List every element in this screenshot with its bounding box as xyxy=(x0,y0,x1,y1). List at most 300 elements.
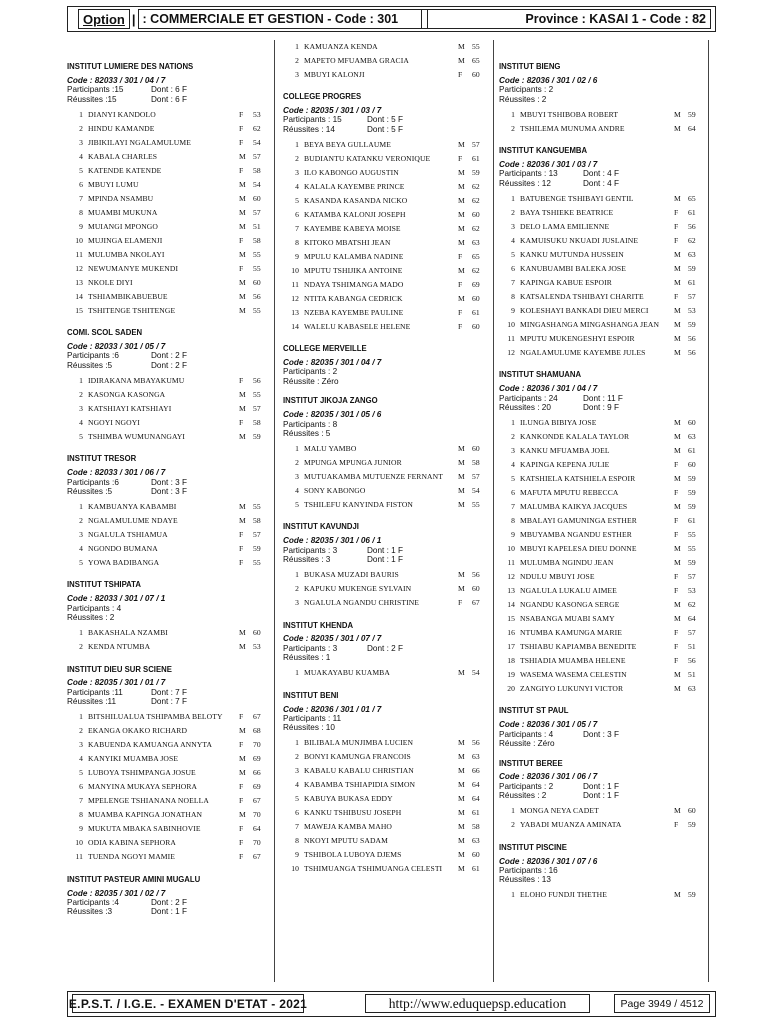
student-name: MULUMBA NGINDU JEAN xyxy=(520,559,614,568)
student-row xyxy=(67,627,267,641)
student-score: 62 xyxy=(688,235,696,245)
stat-label: Participants : 15 xyxy=(283,115,342,125)
student-row xyxy=(283,194,486,208)
student-sex: M xyxy=(674,474,681,484)
school-stats-row xyxy=(499,730,702,739)
student-score: 69 xyxy=(253,754,261,764)
student-score: 59 xyxy=(472,167,480,177)
school-code: Code : 82033 / 301 / 05 / 7 xyxy=(67,342,166,352)
school-stats-row xyxy=(499,85,702,94)
stat-label: Réussites : 20 xyxy=(499,403,551,412)
student-name: MBUYI TSHIBOBA ROBERT xyxy=(520,110,619,119)
page-footer xyxy=(67,991,716,1017)
student-row xyxy=(67,795,267,809)
student-number: 2 xyxy=(79,642,83,652)
school-section xyxy=(499,146,702,360)
student-number: 9 xyxy=(79,221,83,231)
student-name: MUIANGI MPONGO xyxy=(88,222,158,231)
footer-url-link[interactable]: http://www.eduquepsp.education xyxy=(365,994,590,1013)
student-sex: M xyxy=(239,305,246,315)
school-name: INSTITUT BIENG xyxy=(499,61,561,71)
student-number: 3 xyxy=(295,598,299,608)
school-name: COLLEGE PROGRES xyxy=(283,91,362,101)
school-stats-row xyxy=(67,487,267,496)
student-score: 57 xyxy=(253,530,261,540)
school-stats-row xyxy=(283,115,486,124)
student-score: 62 xyxy=(253,123,261,133)
student-number: 1 xyxy=(295,738,299,748)
student-number: 4 xyxy=(511,460,515,470)
student-row xyxy=(67,276,267,290)
student-name: NDAYA TSHIMANGA MADO xyxy=(304,280,404,289)
student-score: 57 xyxy=(253,151,261,161)
student-score: 54 xyxy=(472,486,480,496)
school-stats-row xyxy=(499,169,702,178)
student-row xyxy=(283,849,486,863)
student-name: KAMBUANYA KABAMBI xyxy=(88,503,177,512)
stat-label: Réussites : 2 xyxy=(67,613,115,623)
student-row xyxy=(67,262,267,276)
school-section xyxy=(499,759,702,833)
option-label: Option xyxy=(78,9,130,29)
student-row xyxy=(283,138,486,152)
student-row xyxy=(283,456,486,470)
student-number: 4 xyxy=(511,235,515,245)
student-number: 3 xyxy=(295,167,299,177)
student-score: 54 xyxy=(472,668,480,678)
student-row xyxy=(67,809,267,823)
student-row xyxy=(283,583,486,597)
school-section xyxy=(499,370,702,696)
student-row xyxy=(67,500,267,514)
student-list xyxy=(499,889,702,903)
student-name: KATENDE KATENDE xyxy=(88,166,162,175)
student-sex: F xyxy=(239,712,244,722)
school-stats-row xyxy=(283,546,486,555)
school-section xyxy=(283,522,486,610)
student-sex: M xyxy=(674,333,681,343)
student-row xyxy=(283,152,486,166)
student-sex: F xyxy=(239,417,244,427)
student-score: 67 xyxy=(472,598,480,608)
student-list xyxy=(283,442,486,512)
student-score: 67 xyxy=(253,852,261,862)
student-score: 59 xyxy=(688,319,696,329)
student-score: 56 xyxy=(472,570,480,580)
student-row xyxy=(67,220,267,234)
student-score: 59 xyxy=(688,558,696,568)
stat-label: Réussites : 3 xyxy=(283,555,331,565)
student-sex: F xyxy=(239,838,244,848)
student-name: ODIA KABINA SEPHORA xyxy=(88,839,176,848)
student-number: 1 xyxy=(511,109,515,119)
school-stats-row xyxy=(67,604,267,613)
student-number: 13 xyxy=(75,277,83,287)
student-name: MAWEJA KAMBA MAHO xyxy=(304,823,393,832)
student-sex: M xyxy=(458,223,465,233)
student-name: MBUYI KALONJI xyxy=(304,70,365,79)
student-row xyxy=(499,234,702,248)
student-number: 10 xyxy=(507,544,515,554)
student-sex: M xyxy=(239,754,246,764)
student-number: 2 xyxy=(511,123,515,133)
student-sex: F xyxy=(458,251,463,261)
student-sex: M xyxy=(458,209,465,219)
school-code: Code : 82035 / 301 / 06 / 1 xyxy=(283,536,382,546)
school-stats-row xyxy=(499,866,702,875)
student-number: 5 xyxy=(79,431,83,441)
school-section xyxy=(283,621,486,681)
stat-label: Participants :15 xyxy=(67,85,124,95)
student-name: KABAMBA TSHIAPIDIA SIMON xyxy=(304,781,416,790)
student-sex: M xyxy=(458,836,465,846)
student-name: BONYI KAMUNGA FRANCOIS xyxy=(304,753,411,762)
student-row xyxy=(67,164,267,178)
student-name: ILO KABONGO AUGUSTIN xyxy=(304,168,399,177)
student-number: 3 xyxy=(511,221,515,231)
school-section xyxy=(499,843,702,903)
student-sex: M xyxy=(674,305,681,315)
school-stats-row xyxy=(67,688,267,697)
student-row xyxy=(67,725,267,739)
student-name: YABADI MUANZA AMINATA xyxy=(520,821,622,830)
student-name: DELO LAMA EMILIENNE xyxy=(520,222,610,231)
stat-label: Participants : 3 xyxy=(283,545,338,555)
student-sex: F xyxy=(239,109,244,119)
school-code: Code : 82036 / 301 / 07 / 6 xyxy=(499,856,598,866)
student-score: 60 xyxy=(253,193,261,203)
student-score: 53 xyxy=(253,109,261,119)
student-sex: F xyxy=(674,530,679,540)
student-row xyxy=(283,793,486,807)
school-section xyxy=(283,92,486,334)
student-number: 4 xyxy=(295,780,299,790)
student-name: NGALULA LUKALU AIMEE xyxy=(520,587,617,596)
student-row xyxy=(499,528,702,542)
column-divider xyxy=(274,40,275,982)
student-list xyxy=(499,192,702,360)
stat-female-count: Dont : 7 F xyxy=(151,697,187,707)
student-number: 2 xyxy=(295,458,299,468)
student-name: NEWUMANYE MUKENDI xyxy=(88,264,179,273)
school-stats-row xyxy=(67,898,267,907)
student-score: 57 xyxy=(688,291,696,301)
student-sex: M xyxy=(239,277,246,287)
school-name: INSTITUT LUMIERE DES NATIONS xyxy=(67,61,194,71)
student-score: 67 xyxy=(253,796,261,806)
student-row xyxy=(499,318,702,332)
student-name: MULUMBA NKOLAYI xyxy=(88,250,165,259)
school-section xyxy=(283,396,486,512)
student-name: SONY KABONGO xyxy=(304,487,366,496)
student-name: MPINDA NSAMBU xyxy=(88,194,154,203)
header-separator: | xyxy=(131,11,136,27)
student-sex: F xyxy=(674,221,679,231)
student-name: MBUYI LUMU xyxy=(88,180,139,189)
stat-label: Réussites :3 xyxy=(67,907,113,917)
student-sex: M xyxy=(239,726,246,736)
student-score: 55 xyxy=(472,500,480,510)
student-number: 11 xyxy=(291,279,299,289)
stat-label: Réussites : 1 xyxy=(283,653,331,663)
stat-label: Réussites : 2 xyxy=(499,94,547,104)
student-number: 8 xyxy=(79,207,83,217)
student-score: 55 xyxy=(253,305,261,315)
school-section xyxy=(67,875,267,917)
student-name: NGANDU KASONGA SERGE xyxy=(520,601,620,610)
student-row xyxy=(283,68,486,82)
school-code: Code : 82035 / 301 / 01 / 7 xyxy=(67,678,166,688)
student-sex: M xyxy=(458,864,465,874)
student-sex: M xyxy=(458,181,465,191)
student-name: MINGASHANGA MINGASHANGA JEAN xyxy=(520,320,660,329)
student-number: 3 xyxy=(511,446,515,456)
student-score: 58 xyxy=(472,458,480,468)
student-number: 20 xyxy=(507,684,515,694)
stat-label: Participants :4 xyxy=(67,898,119,907)
student-name: BILIBALA MUNJIMBA LUCIEN xyxy=(304,739,414,748)
student-score: 60 xyxy=(472,69,480,79)
school-stats-row xyxy=(283,723,486,732)
student-name: KATSALENDA TSHIBAYI CHARITE xyxy=(520,292,644,301)
footer-page-number: Page 3949 / 4512 xyxy=(614,994,710,1013)
student-row xyxy=(283,765,486,779)
student-score: 63 xyxy=(472,752,480,762)
stat-label: Réussites : 5 xyxy=(283,429,331,438)
student-sex: F xyxy=(674,656,679,666)
student-number: 1 xyxy=(79,712,83,722)
student-sex: M xyxy=(458,486,465,496)
student-sex: M xyxy=(674,319,681,329)
student-sex: M xyxy=(674,193,681,203)
school-stats-row xyxy=(283,644,486,653)
school-code: Code : 82035 / 301 / 04 / 7 xyxy=(283,358,382,368)
student-number: 5 xyxy=(79,165,83,175)
student-score: 62 xyxy=(472,265,480,275)
stat-female-count: Dont : 5 F xyxy=(367,115,403,125)
student-number: 2 xyxy=(511,207,515,217)
column-middle xyxy=(283,40,486,877)
school-name: INSTITUT PASTEUR AMINI MUGALU xyxy=(67,873,201,884)
student-score: 56 xyxy=(688,656,696,666)
student-row xyxy=(499,654,702,668)
student-sex: F xyxy=(239,530,244,540)
student-name: KAMUISUKU NKUADI JUSLAINE xyxy=(520,236,639,245)
school-name: INSTITUT DIEU SUR SCIENE xyxy=(67,663,172,674)
student-name: MBUYAMBA NGANDU ESTHER xyxy=(520,531,632,540)
student-score: 58 xyxy=(253,165,261,175)
student-name: MPELENGE TSHIANANA NOELLA xyxy=(88,797,209,806)
school-code: Code : 82033 / 301 / 07 / 1 xyxy=(67,594,166,604)
student-sex: M xyxy=(674,123,681,133)
student-score: 56 xyxy=(688,347,696,357)
student-number: 2 xyxy=(511,820,515,830)
student-name: KAMUANZA KENDA xyxy=(304,42,378,51)
student-number: 5 xyxy=(511,474,515,484)
stat-female-count: Dont : 4 F xyxy=(583,169,619,179)
student-sex: M xyxy=(239,389,246,399)
student-list xyxy=(67,627,267,655)
student-score: 63 xyxy=(688,249,696,259)
student-name: NGALULA NGANDU CHRISTINE xyxy=(304,599,420,608)
student-name: MALUMBA KAIKYA JACQUES xyxy=(520,503,628,512)
student-row xyxy=(499,444,702,458)
student-sex: M xyxy=(674,432,681,442)
student-sex: M xyxy=(458,668,465,678)
student-score: 62 xyxy=(472,181,480,191)
student-row xyxy=(67,290,267,304)
student-name: ZANGIYO LUKUNYI VICTOR xyxy=(520,685,624,694)
student-sex: F xyxy=(458,307,463,317)
student-row xyxy=(67,556,267,570)
stat-label: Réussites : 14 xyxy=(283,124,335,134)
student-number: 10 xyxy=(291,864,299,874)
student-number: 10 xyxy=(75,235,83,245)
student-row xyxy=(67,739,267,753)
student-score: 60 xyxy=(472,444,480,454)
student-sex: F xyxy=(674,516,679,526)
school-code: Code : 82036 / 301 / 04 / 7 xyxy=(499,384,598,394)
student-number: 19 xyxy=(507,670,515,680)
student-score: 64 xyxy=(472,794,480,804)
student-score: 59 xyxy=(688,890,696,900)
student-sex: F xyxy=(239,558,244,568)
student-sex: M xyxy=(458,237,465,247)
student-name: MUAMBA KAPINGA JONATHAN xyxy=(88,811,203,820)
student-sex: F xyxy=(239,852,244,862)
school-code: Code : 82035 / 301 / 03 / 7 xyxy=(283,105,382,115)
student-row xyxy=(499,276,702,290)
student-row xyxy=(283,166,486,180)
student-score: 55 xyxy=(472,41,480,51)
student-name: KANKU MUTUNDA HUSSEIN xyxy=(520,250,624,259)
student-row xyxy=(67,837,267,851)
stat-label: Participants : 2 xyxy=(499,85,554,95)
student-number: 11 xyxy=(507,333,515,343)
student-sex: M xyxy=(239,403,246,413)
student-name: ILUNGA BIBIYA JOSE xyxy=(520,419,597,428)
student-score: 56 xyxy=(688,333,696,343)
student-number: 9 xyxy=(295,251,299,261)
student-row xyxy=(67,206,267,220)
student-sex: F xyxy=(239,375,244,385)
student-score: 53 xyxy=(253,642,261,652)
school-section xyxy=(283,40,486,82)
school-code: Code : 82036 / 301 / 01 / 7 xyxy=(283,704,382,714)
student-row xyxy=(67,641,267,655)
option-title: : COMMERCIALE ET GESTION - Code : 301 xyxy=(138,9,428,29)
school-section xyxy=(283,691,486,877)
student-name: KANKU TSHIBUSU JOSEPH xyxy=(304,809,402,818)
student-name: MAPETO MFUAMBA GRACIA xyxy=(304,56,409,65)
student-row xyxy=(283,484,486,498)
student-row xyxy=(499,682,702,696)
student-number: 2 xyxy=(511,432,515,442)
student-number: 1 xyxy=(79,375,83,385)
student-name: BUDIANTU KATANKU VERONIQUE xyxy=(304,154,431,163)
student-number: 4 xyxy=(79,151,83,161)
student-list xyxy=(67,500,267,570)
student-sex: M xyxy=(458,794,465,804)
school-section xyxy=(499,62,702,136)
student-sex: M xyxy=(458,766,465,776)
column-divider xyxy=(493,40,494,982)
school-name: COLLEGE MERVEILLE xyxy=(283,343,367,354)
student-score: 51 xyxy=(253,221,261,231)
school-name: COMI. SCOL SADEN xyxy=(67,327,143,338)
student-score: 63 xyxy=(688,432,696,442)
student-row xyxy=(67,711,267,725)
school-name: INSTITUT KAVUNDJI xyxy=(283,521,359,532)
school-name: INSTITUT BEREE xyxy=(499,757,563,768)
student-number: 3 xyxy=(79,740,83,750)
student-number: 5 xyxy=(79,768,83,778)
student-name: KANYIKI MUAMBA JOSE xyxy=(88,755,179,764)
student-list xyxy=(67,108,267,318)
student-row xyxy=(283,180,486,194)
student-score: 59 xyxy=(688,820,696,830)
student-name: TSHILEMA MUNUMA ANDRE xyxy=(520,124,625,133)
student-sex: M xyxy=(458,472,465,482)
school-stats-row xyxy=(67,95,267,104)
student-number: 14 xyxy=(291,321,299,331)
student-score: 60 xyxy=(472,209,480,219)
student-score: 59 xyxy=(688,488,696,498)
school-name: INSTITUT TRESOR xyxy=(67,453,137,464)
school-stats-row xyxy=(283,429,486,438)
student-number: 4 xyxy=(295,181,299,191)
student-row xyxy=(499,472,702,486)
student-sex: M xyxy=(239,642,246,652)
student-number: 1 xyxy=(295,668,299,678)
student-row xyxy=(499,262,702,276)
student-score: 61 xyxy=(688,446,696,456)
school-stats-row xyxy=(67,478,267,487)
student-row xyxy=(499,346,702,360)
student-row xyxy=(499,570,702,584)
student-row xyxy=(67,851,267,865)
student-score: 65 xyxy=(472,251,480,261)
student-name: TSHIADIA MUAMBA HELENE xyxy=(520,657,626,666)
stat-label: Participants :6 xyxy=(67,477,119,487)
student-name: MPULU KALAMBA NADINE xyxy=(304,252,404,261)
student-name: KATSHIELA KATSHIELA ESPOIR xyxy=(520,475,636,484)
student-row xyxy=(283,751,486,765)
student-sex: M xyxy=(458,570,465,580)
student-row xyxy=(499,640,702,654)
stat-label: Participants : 4 xyxy=(67,603,122,613)
student-score: 63 xyxy=(472,237,480,247)
school-name: INSTITUT TSHIPATA xyxy=(67,579,141,590)
student-score: 55 xyxy=(253,263,261,273)
school-name: INSTITUT ST PAUL xyxy=(499,705,569,716)
student-row xyxy=(499,612,702,626)
school-stats-row xyxy=(283,653,486,662)
school-stats-row xyxy=(283,714,486,723)
student-number: 1 xyxy=(511,418,515,428)
student-score: 58 xyxy=(253,235,261,245)
student-row xyxy=(67,753,267,767)
student-row xyxy=(67,150,267,164)
student-name: NDULU MBUYI JOSE xyxy=(520,573,595,582)
student-number: 2 xyxy=(79,516,83,526)
stat-label: Participants : 24 xyxy=(499,393,558,403)
student-row xyxy=(283,779,486,793)
student-name: HINDU KAMANDE xyxy=(88,124,155,133)
student-number: 12 xyxy=(75,263,83,273)
student-name: KASONGA KASONGA xyxy=(88,390,166,399)
student-sex: M xyxy=(674,544,681,554)
